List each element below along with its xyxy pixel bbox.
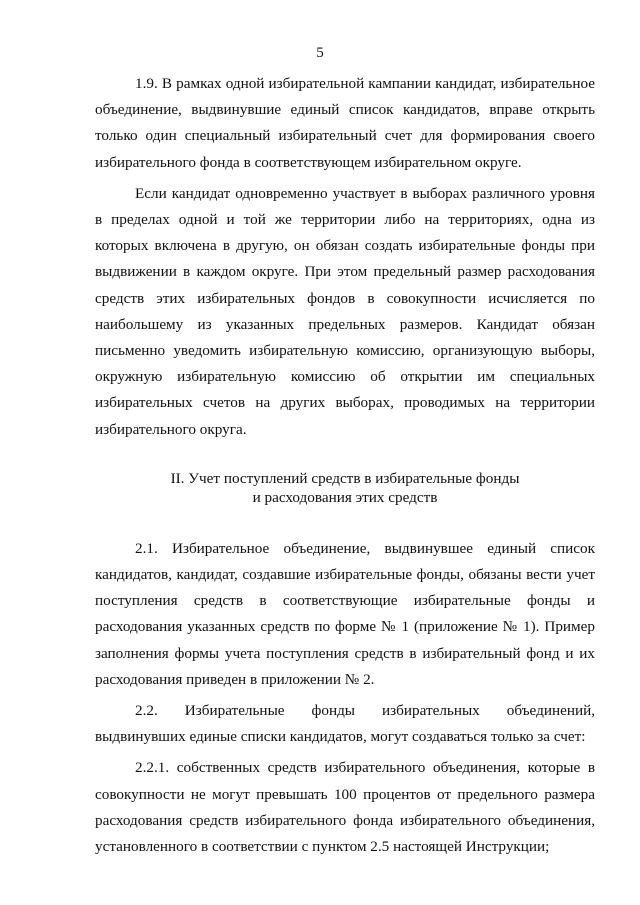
section-heading-line-1: II. Учет поступлений средств в избирательные фонды [170,469,520,487]
paragraph-multiple-elections: Если кандидат одновременно участвует в выборах различного уровня в пределах одной и той же территории либо на территориях, одна из которых включена в другую, он обязан создать избирательные фонды при выдвижении в каждом округе. При этом предельный размер расходования средств этих избирательных фондов в совокупности исчисляется по наибольшему из указанных предельных размеров. Кандидат обязан письменно уведомить избирательную комиссию, организующую выборы, окружную избирательную комиссию об открытии им специальных избирательных счетов на других выборах, проводимых на территории избирательного округа. [95,184,595,438]
section-heading [95,469,595,507]
paragraph-2-2-1: 2.2.1. собственных средств избирательного объединения, которые в совокупности не могут превышать 100 процентов от предельного размера расходования средств избирательного фонда избирательного объединения, установленного в соответствии с пунктом 2.5 настоящей Инструкции; [95,759,595,856]
page-number: 5 [316,45,324,61]
paragraph-2-2: 2.2. Избирательные фонды избирательных объединений, выдвинувших единые списки кандидатов, могут создаваться только за счет: [95,702,595,746]
document-body [95,71,595,860]
paragraph-1-9: 1.9. В рамках одной избирательной кампании кандидат, избирательное объединение, выдвинувшие единый список кандидатов, вправе открыть только один специальный избирательный счет для формирования своего избирательного фонда в соответствующем избирательном округе. [95,75,595,171]
section-heading-line-2: и расходования этих средств [252,488,438,506]
paragraph-2-1: 2.1. Избирательное объединение, выдвинувшее единый список кандидатов, кандидат, создавшие избирательные фонды, обязаны вести учет поступления средств в соответствующие избирательные фонды и расходования указанных средств по форме № 1 (приложение № 1). Пример заполнения формы учета поступления средств в избирательный фонд и их расходования приведен в приложении № 2. [95,539,595,688]
